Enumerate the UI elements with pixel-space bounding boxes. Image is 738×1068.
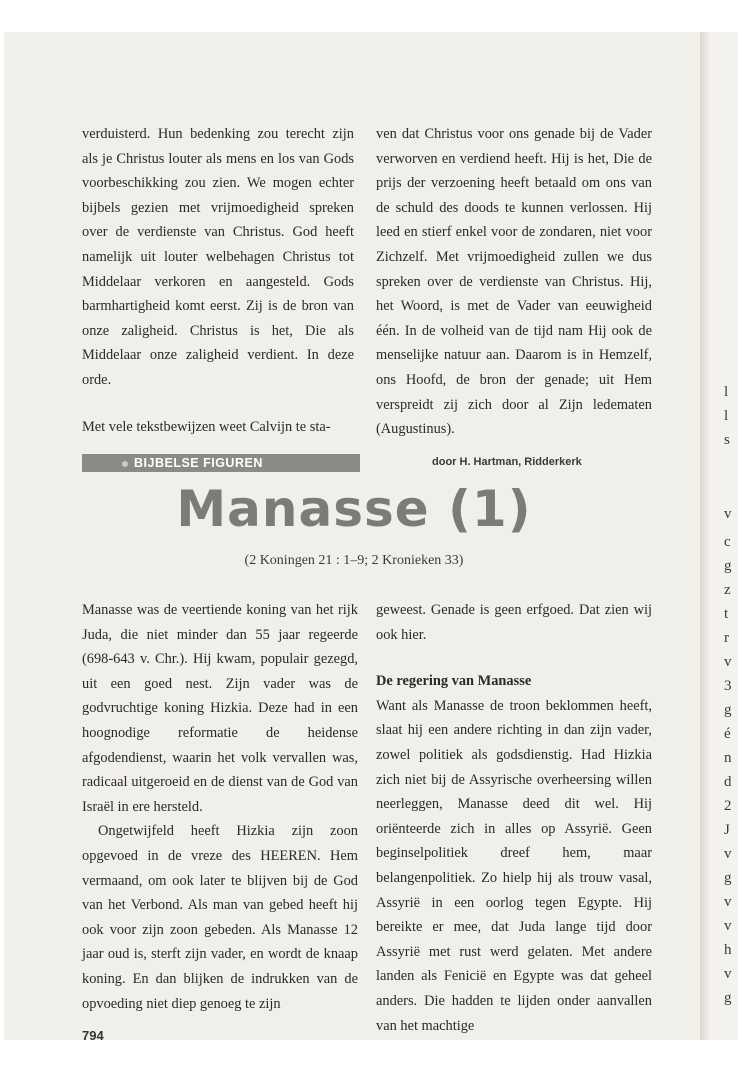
bullet-icon — [122, 461, 128, 467]
article-subtitle: (2 Koningen 21 : 1–9; 2 Kronieken 33) — [244, 553, 464, 568]
text-fragment: s — [724, 432, 730, 448]
text-fragment: g — [724, 702, 732, 718]
text-fragment: r — [724, 630, 729, 646]
text-fragment: v — [724, 506, 732, 522]
page-number: 794 — [82, 1028, 104, 1043]
section-heading: De regering van Manasse — [376, 673, 532, 690]
paragraph: Want als Manasse de troon beklommen heeft, slaat hij een andere richting in dan zijn vader, zowel politiek als godsdienstig. Had Hizkia zich niet bij de Assyrische overheersing willen neerleggen, Manasse deed dit wel. Hij oriënteerde zich in alles op Assyrië. Geen beginselpolitiek dreef hem, maar belangenpolitiek. Zo hielp hij als trouw vasal, Assyrië in een oorlog tegen Egypte. Hij bereikte er mee, dat Juda lange tijd door Assyrië met rust werd gelaten. Met andere landen als Fenicië en Egypte was dat geheel anders. Die hadden te lijden onder aanvallen van het machtige — [376, 697, 652, 1034]
text-fragment: g — [724, 990, 732, 1006]
paragraph: verduisterd. Hun bedenking zou terecht zijn als je Christus louter als mens en los van Gods voorbeschikking zou zien. We mogen echter bijbels gezien met vrijmoedigheid spreken over de verdienste van Christus. God heeft namelijk uit louter welbehagen Christus tot Middelaar verkoren en aangesteld. Gods barmhartigheid komt eerst. Zij is de bron van onze zaligheid. Christus is het, Die als Middelaar onze zaligheid verdient. In deze orde. — [82, 126, 354, 388]
text-fragment: h — [724, 942, 732, 958]
text-fragment: g — [724, 870, 732, 886]
text-fragment: d — [724, 774, 732, 790]
text-fragment: v — [724, 654, 732, 670]
paragraph: ven dat Christus voor ons genade bij de Vader verworven en verdiend heeft. Hij is het, Die de prijs der verzoening heeft betaald om ons van de schuld des doods te kunnen verlossen. Hij leed en stierf enkel voor de zondaren, niet voor Zichzelf. Met vrijmoedigheid zullen we dus spreken over de verdienste van Christus. Hij, het Woord, is met de Vader van eeuwigheid één. In de volheid van de tijd nam Hij ook de menselijke natuur aan. Daarom is in Hemzelf, ons Hoofd, de bron der genade; uit Hem verspreidt zij zich door al Zijn ledematen (Augustinus). — [376, 126, 652, 438]
text-fragment: z — [724, 582, 731, 598]
text-fragment: J — [724, 822, 730, 838]
article-left-column — [82, 598, 358, 1016]
section-banner — [82, 454, 360, 472]
top-right-column — [376, 122, 652, 442]
paragraph: Met vele tekstbewijzen weet Calvijn te sta- — [82, 418, 331, 435]
top-left-column — [82, 122, 354, 439]
text-fragment: g — [724, 558, 732, 574]
text-fragment: n — [724, 750, 732, 766]
paragraph: Manasse was de veertiende koning van het rijk Juda, die niet minder dan 55 jaar regeerde (698-643 v. Chr.). Hij kwam, populair gezegd, uit een goed nest. Zijn vader was de godvruchtige koning Hizkia. Deze had in een hoognodige reformatie de heidense afgodendienst, waarin het volk vervallen was, radicaal uitgeroeid en de dienst van de God van Israël in ere hersteld. — [82, 602, 358, 815]
next-page-edge — [710, 32, 738, 1040]
text-fragment: c — [724, 534, 731, 550]
text-fragment: v — [724, 894, 732, 910]
text-fragment: t — [724, 606, 729, 622]
page — [4, 32, 704, 1043]
paragraph: geweest. Genade is geen erfgoed. Dat zien wij ook hier. — [376, 602, 652, 643]
article-right-column — [376, 598, 652, 1038]
text-fragment: é — [724, 726, 731, 742]
section-label: BIJBELSE FIGUREN — [134, 456, 263, 470]
text-fragment: v — [724, 918, 732, 934]
text-fragment: 3 — [724, 678, 732, 694]
page-fold — [700, 32, 710, 1040]
text-fragment: v — [724, 966, 732, 982]
text-fragment: v — [724, 846, 732, 862]
text-fragment: 2 — [724, 798, 732, 814]
article-title: Manasse (1) — [176, 480, 532, 538]
text-fragment: l — [724, 408, 729, 424]
author-line: door H. Hartman, Ridderkerk — [432, 456, 582, 468]
text-fragment: l — [724, 384, 729, 400]
paragraph: Ongetwijfeld heeft Hizkia zijn zoon opgevoed in de vreze des HEEREN. Hem vermaand, om ook later te blijven bij de God van het Verbond. Als man van gebed heeft hij ook voor zijn zoon gebeden. Als Manasse 12 jaar oud is, sterft zijn vader, en wordt de knaap koning. En dan blijken de indrukken van de opvoeding niet diep genoeg te zijn — [82, 823, 358, 1012]
